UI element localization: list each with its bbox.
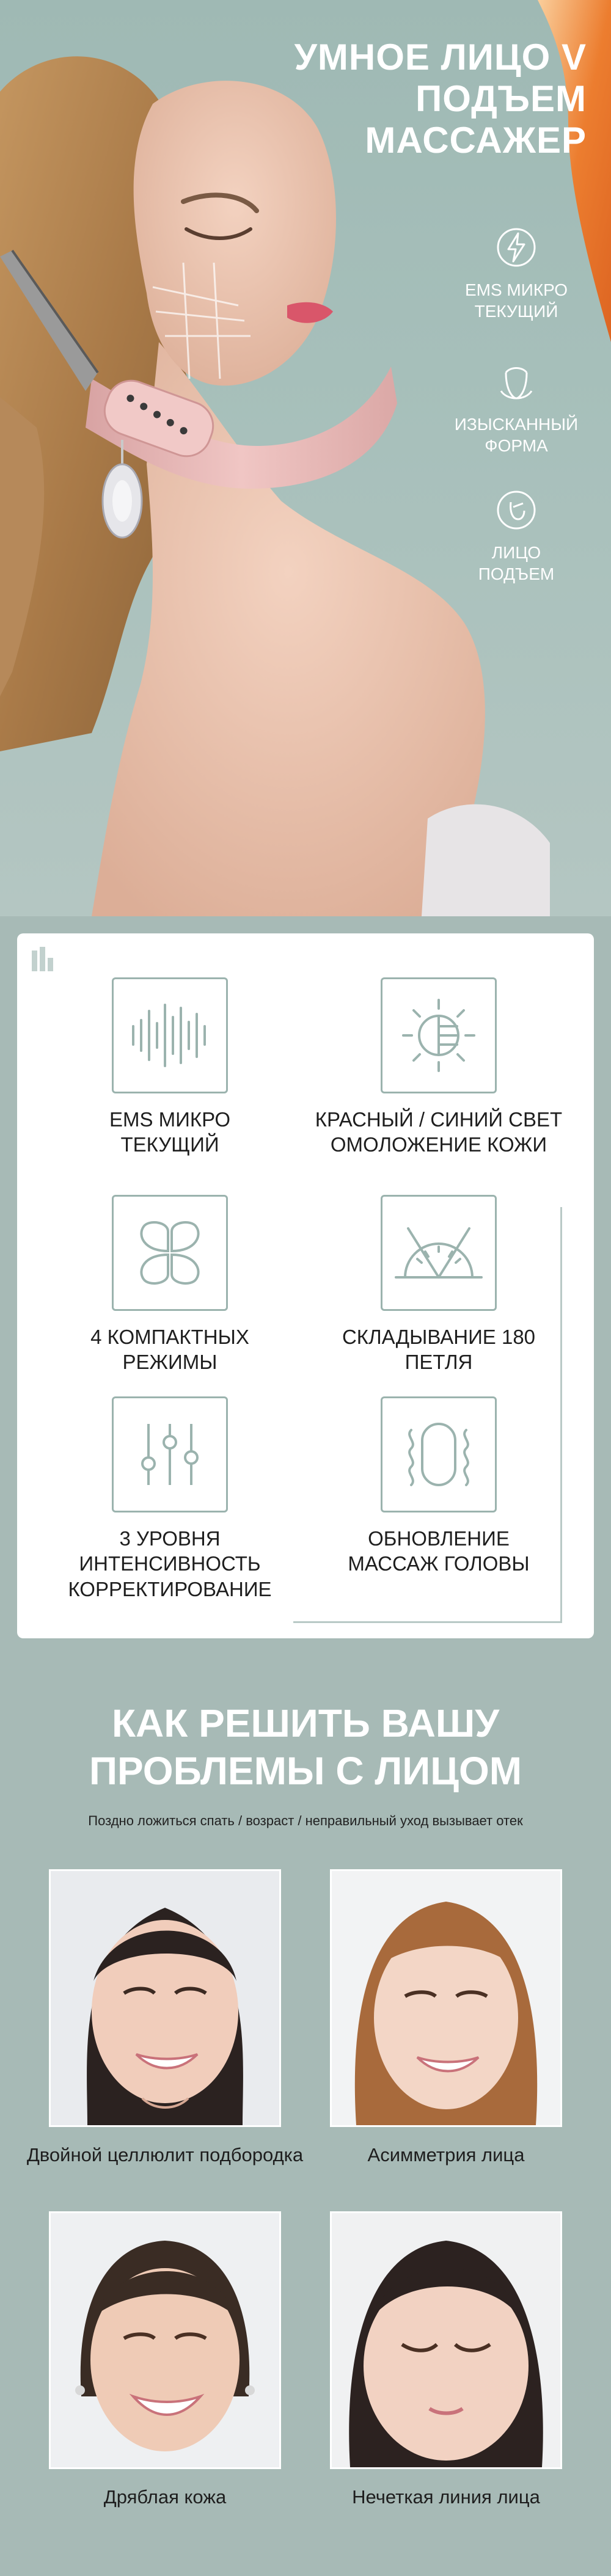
label-line: КРАСНЫЙ / СИНИЙ СВЕТ <box>315 1108 563 1131</box>
problem-label: Асимметрия лица <box>367 2144 525 2166</box>
label-line: 3 УРОВНЯ <box>119 1527 221 1550</box>
face-lift-icon <box>495 489 538 531</box>
hero-feature-shape <box>446 360 587 456</box>
feature-icon-box <box>381 1396 497 1512</box>
problem-photo <box>330 1869 562 2127</box>
hero-feature-ems <box>446 226 587 322</box>
feature-icon-box <box>112 1195 228 1311</box>
problem-photo <box>330 2211 562 2469</box>
feature-label <box>42 1107 298 1158</box>
label-line: КОРРЕКТИРОВАНИЕ <box>68 1577 272 1600</box>
feature-light <box>310 977 567 1158</box>
problem-label: Двойной целлюлит подбородка <box>26 2144 304 2166</box>
problem-asymmetry <box>306 1869 587 2166</box>
hero-feature-label <box>446 542 587 585</box>
feature-label <box>310 1324 567 1375</box>
label-line: СКЛАДЫВАНИЕ 180 <box>342 1326 536 1348</box>
feature-ems <box>42 977 298 1158</box>
label-line: ОБНОВЛЕНИЕ <box>368 1527 510 1550</box>
label-line: EMS МИКРО <box>464 280 568 299</box>
head-massage-icon <box>393 1415 485 1494</box>
feature-icon-box <box>381 977 497 1093</box>
hero-feature-lift <box>446 489 587 585</box>
fold-180-icon <box>390 1216 488 1290</box>
light-sun-icon <box>396 993 481 1078</box>
label-line: ИНТЕНСИВНОСТЬ <box>79 1552 261 1575</box>
feature-label <box>310 1107 567 1158</box>
problem-photo <box>49 2211 281 2469</box>
hero-title-line: УМНОЕ ЛИЦО V <box>294 37 587 78</box>
label-line: EMS МИКРО <box>109 1108 231 1131</box>
problem-label: Дряблая кожа <box>103 2486 227 2508</box>
label-line: ПЕТЛЯ <box>404 1351 473 1374</box>
problem-blurry-contour <box>306 2211 587 2508</box>
feature-head-massage <box>310 1396 567 1577</box>
label-line: ФОРМА <box>485 436 548 455</box>
hero-feature-label <box>446 279 587 322</box>
face-photo-illustration <box>332 2213 560 2467</box>
hero-title-line: ПОДЪЕМ <box>415 78 587 119</box>
face-photo-illustration <box>51 1871 279 2125</box>
hero-title <box>244 37 587 161</box>
decorative-rule <box>293 1621 562 1623</box>
ems-wave-icon <box>124 999 216 1072</box>
problems-subtitle: Поздно ложиться спать / возраст / неправильный уход вызывает отек <box>88 1813 523 1828</box>
label-line: ТЕКУЩИЙ <box>474 302 558 321</box>
hero-banner <box>0 0 611 916</box>
feature-icon-box <box>381 1195 497 1311</box>
four-modes-icon <box>130 1213 210 1293</box>
label-line: РЕЖИМЫ <box>122 1351 218 1374</box>
problem-label: Нечеткая линия лица <box>352 2486 540 2508</box>
face-photo-illustration <box>332 1871 560 2125</box>
feature-label <box>310 1526 567 1577</box>
feature-label <box>42 1526 298 1602</box>
label-line: ПОДЪЕМ <box>478 564 555 583</box>
feature-icon-box <box>112 977 228 1093</box>
face-photo-illustration <box>51 2213 279 2467</box>
title-line: КАК РЕШИТЬ ВАШУ <box>111 1701 500 1745</box>
problems-title <box>0 1699 611 1795</box>
hero-feature-label <box>446 414 587 456</box>
feature-icon-box <box>112 1396 228 1512</box>
problem-photo <box>49 1869 281 2127</box>
feature-modes <box>42 1195 298 1375</box>
intensity-sliders-icon <box>130 1415 210 1494</box>
label-line: 4 КОМПАКТНЫХ <box>90 1326 249 1348</box>
label-line: ЛИЦО <box>491 543 541 562</box>
feature-intensity <box>42 1396 298 1602</box>
hero-title-line: МАССАЖЕР <box>365 119 587 161</box>
label-line: ТЕКУЩИЙ <box>120 1133 219 1156</box>
problem-saggy-skin <box>24 2211 306 2508</box>
label-line: МАССАЖ ГОЛОВЫ <box>348 1552 530 1575</box>
face-contour-icon <box>495 360 538 403</box>
lightning-icon <box>495 226 538 269</box>
problem-double-chin <box>24 1869 306 2166</box>
feature-fold <box>310 1195 567 1375</box>
label-line: ОМОЛОЖЕНИЕ КОЖИ <box>330 1133 547 1156</box>
label-line: ИЗЫСКАННЫЙ <box>454 415 579 434</box>
features-card <box>17 933 594 1638</box>
title-line: ПРОБЛЕМЫ С ЛИЦОМ <box>89 1749 522 1793</box>
bar-logo-icon <box>29 944 59 974</box>
feature-label <box>42 1324 298 1375</box>
